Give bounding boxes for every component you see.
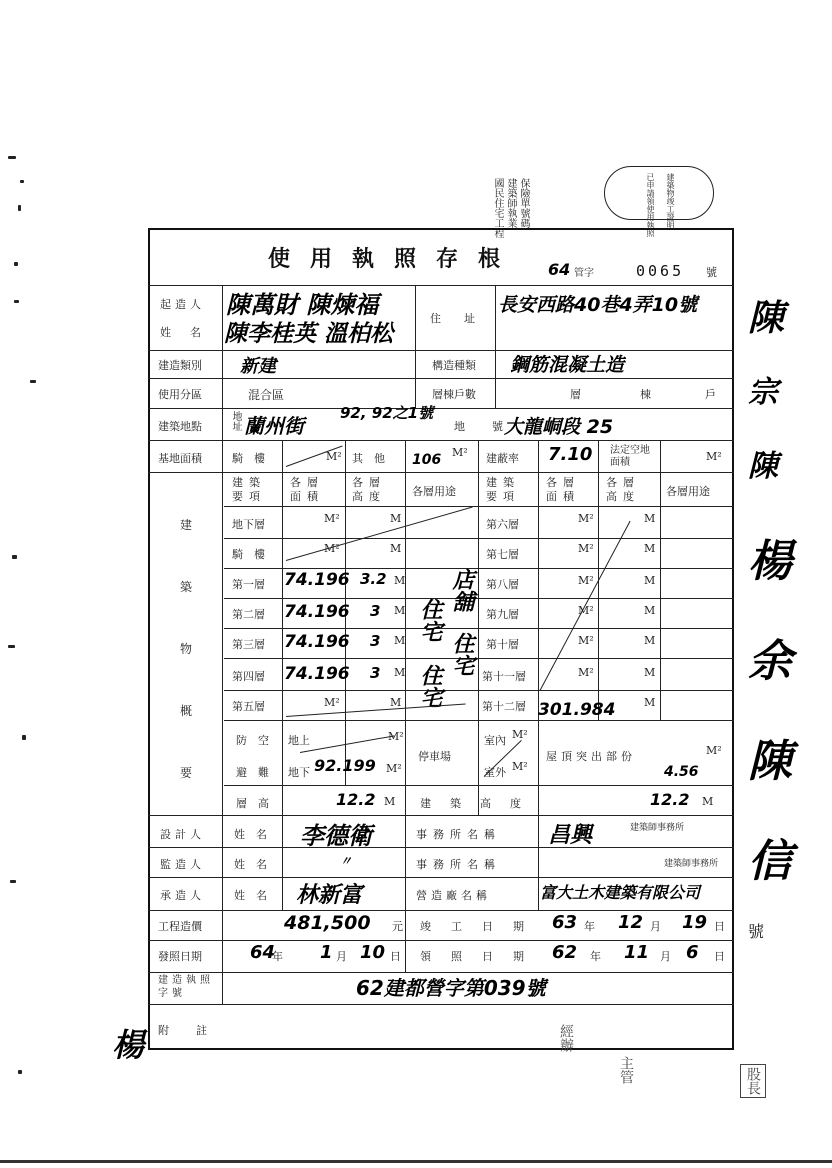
floor-height: 3 bbox=[370, 602, 381, 620]
floor-name: 第五層 bbox=[232, 700, 265, 713]
rule bbox=[148, 815, 734, 816]
margin-char: 余 bbox=[748, 636, 792, 687]
parking-label: 停車場 bbox=[418, 750, 451, 763]
rule bbox=[148, 940, 734, 941]
side-note: 國民住宅工程 bbox=[492, 178, 503, 238]
category-label: 建造類別 bbox=[158, 359, 202, 372]
margin-char: 楊 bbox=[748, 536, 792, 587]
floor-height: 3 bbox=[370, 632, 381, 650]
side-char: 概 bbox=[180, 704, 193, 718]
margin-char: 號 bbox=[748, 922, 765, 941]
unit-len: M bbox=[644, 666, 656, 679]
floors-label: 層棟戶數 bbox=[432, 388, 476, 401]
area-unit-2: M² bbox=[452, 446, 468, 459]
area-qilou: 騎 樓 bbox=[232, 452, 265, 465]
remark-label: 附 註 bbox=[158, 1024, 215, 1037]
issue-label: 發照日期 bbox=[158, 950, 202, 963]
unit-area: M² bbox=[578, 512, 594, 525]
builder-label-top: 起造人 bbox=[160, 298, 205, 311]
rule bbox=[148, 877, 734, 878]
rule bbox=[148, 472, 734, 473]
contractor-label: 承造人 bbox=[160, 889, 205, 902]
shelter-label: 避 難 bbox=[236, 766, 269, 779]
shelter-above: 地上 bbox=[288, 734, 310, 747]
rule bbox=[224, 658, 734, 659]
total-area: 301.984 bbox=[538, 700, 616, 720]
rule bbox=[415, 285, 416, 408]
margin-char: 陳 bbox=[748, 449, 778, 484]
floor-use: 店舖 bbox=[449, 568, 474, 612]
unit-len: M bbox=[644, 512, 656, 525]
office-label: 事務所名稱 bbox=[416, 858, 501, 871]
contractor-name: 林新富 bbox=[296, 883, 363, 908]
margin-char: 信 bbox=[748, 836, 792, 887]
site-label: 建築地點 bbox=[158, 420, 202, 433]
ymd: 年 bbox=[272, 950, 283, 963]
shelter-label: 防 空 bbox=[236, 734, 269, 747]
unit-area: M² bbox=[512, 760, 528, 773]
supervisor-label: 監造人 bbox=[160, 858, 205, 871]
margin-char: 宗 bbox=[748, 375, 778, 410]
site-street: 蘭州街 bbox=[244, 414, 304, 438]
unit-len: M bbox=[390, 696, 402, 709]
name-label: 姓 名 bbox=[234, 858, 267, 871]
floor-name: 第二層 bbox=[232, 608, 265, 621]
builder-names-2: 陳李桂英 溫柏松 bbox=[224, 321, 394, 347]
col-header: 各層面積 bbox=[290, 476, 324, 503]
unit-len: M bbox=[394, 634, 406, 647]
rule bbox=[405, 815, 406, 972]
col-header: 各層面積 bbox=[546, 476, 580, 503]
floor-name: 第八層 bbox=[486, 578, 519, 591]
scan-speck bbox=[18, 1070, 22, 1074]
floor-height: 3 bbox=[370, 664, 381, 682]
unit-len: M bbox=[644, 604, 656, 617]
scan-speck bbox=[20, 180, 24, 183]
unit-area: M² bbox=[578, 542, 594, 555]
address-label: 住 址 bbox=[430, 312, 481, 325]
col-header: 建築要項 bbox=[486, 476, 520, 503]
unit-area: M² bbox=[324, 512, 340, 525]
rule bbox=[405, 440, 406, 815]
unit-len: M bbox=[644, 696, 656, 709]
left-margin-handwriting: 楊 bbox=[112, 1026, 145, 1064]
rule bbox=[224, 506, 734, 507]
floor-area: 74.196 bbox=[284, 664, 350, 684]
unit-len: M bbox=[394, 574, 406, 587]
issue-year: 64 bbox=[250, 942, 276, 963]
scan-speck bbox=[22, 735, 26, 740]
col-header: 各層用途 bbox=[412, 485, 456, 498]
floor-height: 3.2 bbox=[360, 570, 387, 588]
receive-day: 6 bbox=[686, 942, 699, 963]
cost-value: 481,500 bbox=[284, 912, 371, 934]
unit-area: M² bbox=[578, 634, 594, 647]
bottom-edge-line bbox=[0, 1160, 832, 1163]
unit-area: M² bbox=[578, 604, 594, 617]
scan-speck bbox=[18, 205, 21, 211]
issue-month: 1 bbox=[320, 942, 333, 963]
bottom-stamp: 主管 bbox=[618, 1056, 634, 1084]
floor-name: 第一層 bbox=[232, 578, 265, 591]
bottom-stamp: 股長 bbox=[740, 1064, 766, 1098]
unit-len: M bbox=[644, 542, 656, 555]
rule bbox=[224, 598, 734, 599]
receive-month: 11 bbox=[624, 942, 650, 963]
builder-label-bottom: 姓 名 bbox=[160, 326, 205, 339]
ymd: 月 bbox=[336, 950, 347, 963]
area-unit: M² bbox=[326, 450, 342, 463]
roof-value: 4.56 bbox=[664, 764, 699, 780]
floor-use: 住宅 bbox=[417, 598, 442, 642]
rule bbox=[148, 910, 734, 911]
supervisor-stamp: 建築師事務所 bbox=[664, 859, 719, 869]
rule bbox=[224, 785, 734, 786]
unit-area: M² bbox=[388, 730, 404, 743]
rule bbox=[282, 815, 283, 910]
permit-year: 64 bbox=[548, 260, 571, 279]
contractor-company: 富大土木建築有限公司 bbox=[540, 883, 701, 902]
unit-area: M² bbox=[512, 728, 528, 741]
floor-name: 第七層 bbox=[486, 548, 519, 561]
structure-label: 構造種類 bbox=[432, 359, 476, 372]
completion-month: 12 bbox=[618, 912, 644, 933]
col-header: 建築要項 bbox=[232, 476, 266, 503]
unit-len: M bbox=[394, 666, 406, 679]
area-other: 其 他 bbox=[352, 452, 385, 465]
shelter-below: 地下 bbox=[288, 766, 310, 779]
ymd: 年 bbox=[590, 950, 601, 963]
rule bbox=[148, 408, 734, 409]
rule bbox=[148, 440, 734, 441]
unit-area: M² bbox=[578, 666, 594, 679]
rule bbox=[282, 440, 283, 815]
rule bbox=[224, 568, 734, 569]
floor-name: 第十層 bbox=[486, 638, 519, 651]
unit-len: M bbox=[384, 795, 396, 808]
scan-speck bbox=[8, 645, 15, 648]
roof-label: 屋頂突出部份 bbox=[546, 750, 636, 763]
unit-area: M² bbox=[706, 744, 722, 757]
floor-name: 地下層 bbox=[232, 518, 265, 531]
structure-value: 鋼筋混凝土造 bbox=[510, 354, 625, 376]
company-label: 營造廠名稱 bbox=[416, 889, 491, 902]
scan-speck bbox=[10, 880, 16, 883]
bldg-height-value: 12.2 bbox=[650, 790, 690, 809]
floor-name: 第六層 bbox=[486, 518, 519, 531]
rule bbox=[224, 690, 734, 691]
rule bbox=[222, 285, 223, 1004]
site-prefix: 地址 bbox=[230, 411, 241, 431]
site-lot: 大龍峒段 25 bbox=[504, 416, 614, 438]
scan-speck bbox=[8, 156, 16, 159]
floor-name: 騎 樓 bbox=[232, 548, 265, 561]
shelter-below-value: 92.199 bbox=[314, 756, 376, 775]
ymd: 年 bbox=[584, 920, 595, 933]
office-label: 事務所名稱 bbox=[416, 828, 501, 841]
floor-name: 第四層 bbox=[232, 670, 265, 683]
cost-label: 工程造價 bbox=[158, 920, 202, 933]
unit-len: M bbox=[394, 604, 406, 617]
floor-use: 住宅 bbox=[417, 664, 442, 708]
parking-in: 室內 bbox=[484, 734, 506, 747]
side-note-3: 保險單號碼 bbox=[518, 178, 529, 228]
ymd: 日 bbox=[714, 950, 725, 963]
floor-area: 74.196 bbox=[284, 602, 350, 622]
floors-unit: 棟 bbox=[640, 388, 651, 401]
bottom-stamp: 經辦 bbox=[558, 1024, 574, 1052]
scan-speck bbox=[12, 555, 17, 559]
side-char: 建 bbox=[180, 518, 193, 532]
completion-year: 63 bbox=[552, 912, 578, 933]
side-char: 築 bbox=[180, 580, 193, 594]
rule bbox=[495, 285, 496, 408]
coverage-value: 7.10 bbox=[548, 444, 593, 465]
builder-names-1: 陳萬財 陳煉福 bbox=[226, 291, 379, 319]
issue-day: 10 bbox=[360, 942, 386, 963]
completion-label: 竣工日期 bbox=[420, 920, 544, 933]
scan-speck bbox=[14, 300, 19, 303]
open-space-unit: M² bbox=[706, 450, 722, 463]
receive-year: 62 bbox=[552, 942, 578, 963]
zone-value: 混合區 bbox=[248, 388, 285, 402]
unit-len: M bbox=[702, 795, 714, 808]
ymd: 日 bbox=[390, 950, 401, 963]
floor-area: 74.196 bbox=[284, 570, 350, 590]
col-header: 各層高度 bbox=[606, 476, 640, 503]
side-char: 物 bbox=[180, 642, 193, 656]
receive-label: 領照日期 bbox=[420, 950, 544, 963]
margin-char: 陳 bbox=[748, 298, 785, 339]
floors-unit: 戶 bbox=[705, 388, 716, 401]
rule bbox=[478, 440, 479, 815]
builder-address: 長安西路40巷4弄10號 bbox=[498, 294, 698, 316]
form-title: 使用執照存根 bbox=[268, 246, 521, 272]
scan-speck bbox=[14, 262, 18, 266]
right-margin-handwriting bbox=[748, 290, 808, 942]
scan-speck bbox=[30, 380, 36, 383]
license-label: 建造執照字號 bbox=[158, 975, 214, 999]
zone-label: 使用分區 bbox=[158, 388, 202, 401]
ymd: 月 bbox=[660, 950, 671, 963]
rule bbox=[224, 628, 734, 629]
unit-len: M bbox=[644, 634, 656, 647]
ymd: 月 bbox=[650, 920, 661, 933]
permit-word: 管字 bbox=[574, 268, 594, 279]
floor-area: 74.196 bbox=[284, 632, 350, 652]
margin-char: 陳 bbox=[748, 736, 792, 787]
rule bbox=[224, 720, 734, 721]
side-note-2: 建築師執業 bbox=[505, 178, 516, 228]
building-side-label bbox=[180, 494, 192, 804]
unit-len: M bbox=[390, 512, 402, 525]
floor-height-label: 層 高 bbox=[236, 797, 269, 810]
permit-number: 0065 bbox=[636, 262, 685, 280]
stamp-line-1: 建築物竣工證明 bbox=[666, 173, 675, 229]
side-char: 要 bbox=[180, 766, 193, 780]
floors-unit: 層 bbox=[570, 388, 581, 401]
rule bbox=[538, 815, 539, 910]
rule bbox=[224, 538, 734, 539]
open-space-label: 法定空地面積 bbox=[610, 445, 650, 468]
cost-unit: 元 bbox=[392, 920, 403, 933]
license-number: 62建都營字第039號 bbox=[356, 976, 546, 1000]
area-other-value: 106 bbox=[412, 452, 442, 468]
rule bbox=[148, 1004, 734, 1005]
col-header: 各層高度 bbox=[352, 476, 386, 503]
parking-out: 室外 bbox=[484, 766, 506, 779]
area-label: 基地面積 bbox=[158, 452, 202, 465]
floor-height-value: 12.2 bbox=[336, 790, 376, 809]
name-label: 姓 名 bbox=[234, 889, 267, 902]
name-label: 姓 名 bbox=[234, 828, 267, 841]
stamp-line-2: 已申請領使用執照 bbox=[646, 173, 655, 237]
designer-stamp: 建築師事務所 bbox=[630, 823, 685, 833]
col-header: 各層用途 bbox=[666, 485, 710, 498]
floor-name: 第九層 bbox=[486, 608, 519, 621]
rule bbox=[148, 378, 734, 379]
unit-area: M² bbox=[324, 696, 340, 709]
site-number: 92, 92之1號 bbox=[340, 404, 434, 422]
bldg-height-label: 建 築 高 度 bbox=[420, 797, 525, 810]
ymd: 日 bbox=[714, 920, 725, 933]
rule bbox=[148, 350, 734, 351]
category-value: 新建 bbox=[240, 356, 276, 377]
designer-office: 昌興 bbox=[548, 823, 593, 848]
designer-name: 李德衛 bbox=[300, 822, 372, 850]
rule bbox=[148, 847, 734, 848]
floor-name: 第十二層 bbox=[482, 700, 526, 713]
unit-area: M² bbox=[386, 762, 402, 775]
completion-stamp bbox=[604, 166, 714, 237]
unit-area: M² bbox=[578, 574, 594, 587]
unit-area: M² bbox=[324, 542, 340, 555]
completion-day: 19 bbox=[682, 912, 708, 933]
floor-use: 住宅 bbox=[449, 632, 474, 676]
floor-name: 第三層 bbox=[232, 638, 265, 651]
supervisor-name: 〃 bbox=[340, 854, 353, 868]
unit-len: M bbox=[390, 542, 402, 555]
permit-no-label: 號 bbox=[706, 266, 717, 279]
rule bbox=[660, 440, 661, 720]
site-lot-label: 地 號 bbox=[454, 420, 511, 433]
rule bbox=[538, 440, 539, 815]
unit-len: M bbox=[644, 574, 656, 587]
floor-name: 第十一層 bbox=[482, 670, 526, 683]
designer-label: 設計人 bbox=[160, 828, 205, 841]
coverage-label: 建蔽率 bbox=[486, 452, 519, 465]
